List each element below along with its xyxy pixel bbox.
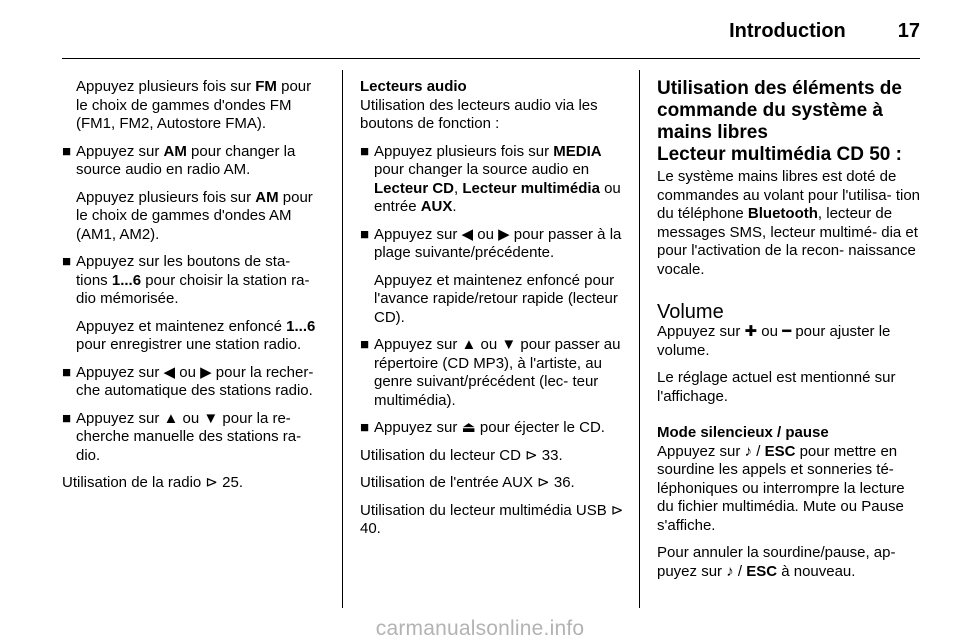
bullet-icon: ■ [360, 419, 370, 436]
header-rule [62, 58, 920, 59]
column-divider-2 [639, 70, 640, 608]
paragraph: Appuyez sur ♪ / ESC pour mettre en sourdine les appels et sonneries té- léphoniques ou interrompre la lecture du fichier multimédia. Mute ou Pause s'affiche. [657, 442, 905, 534]
bullet-icon: ■ [360, 142, 370, 160]
list-item: ■ Appuyez sur les boutons de sta- tions 1...6 pour choisir la station ra- dio mémorisée. [62, 253, 310, 307]
column-3 [657, 78, 922, 590]
volume-heading: Volume [657, 301, 724, 323]
page-header [729, 20, 920, 43]
bullet-icon: ■ [62, 363, 72, 381]
list-item: ■ Appuyez sur ▲ ou ▼ pour passer au répertoire (CD MP3), à l'artiste, au genre suivant/précédent (lec- teur multimédia). [360, 336, 621, 409]
section-title: Introduction [729, 20, 846, 42]
column-1 [62, 78, 326, 502]
paragraph: Le système mains libres est doté de commandes au volant pour l'utilisa- tion du téléphone Bluetooth, lecteur de messages SMS, lecteur multimé- dia et pour l'activation de la recon- naissance vocale. [657, 168, 920, 278]
list-item: ■ Appuyez plusieurs fois sur MEDIA pour changer la source audio en Lecteur CD, Lecteur multimédia ou entrée AUX. [360, 142, 621, 215]
paragraph: Appuyez plusieurs fois sur FM pour le choix de gammes d'ondes FM (FM1, FM2, Autostore FMA). [76, 78, 312, 132]
bullet-icon: ■ [360, 225, 370, 243]
column-divider-1 [342, 70, 343, 608]
paragraph: Le réglage actuel est mentionné sur l'affichage. [657, 369, 896, 405]
cross-reference: Utilisation de la radio ⊳ 25. [62, 474, 243, 491]
list-item: ■ Appuyez sur ▲ ou ▼ pour la re- cherche manuelle des stations ra- dio. [62, 409, 302, 464]
column-2 [360, 78, 626, 548]
list-item: ■ Appuyez sur ◀ ou ▶ pour passer à la plage suivante/précédente. [360, 225, 622, 261]
cross-reference: Utilisation du lecteur CD ⊳ 33. [360, 446, 563, 464]
bullet-icon: ■ [360, 336, 370, 353]
page-number: 17 [897, 20, 920, 42]
list-item: ■ Appuyez sur ◀ ou ▶ pour la recher- che automatique des stations radio. [62, 363, 314, 399]
paragraph: Appuyez plusieurs fois sur AM pour le choix de gammes d'ondes AM (AM1, AM2). [76, 188, 313, 243]
paragraph: Utilisation des lecteurs audio via les boutons de fonction : [360, 96, 598, 132]
subsection-heading: Lecteur multimédia CD 50 : [657, 144, 902, 165]
paragraph: Appuyez sur ✚ ou ━ pour ajuster le volume. [657, 323, 891, 359]
bullet-icon: ■ [62, 409, 72, 427]
section-heading: Lecteurs audio [360, 78, 467, 95]
list-item: ■ Appuyez sur AM pour changer la source audio en radio AM. [62, 142, 296, 178]
mute-heading: Mode silencieux / pause [657, 424, 829, 441]
section-heading: Utilisation des éléments de commande du système à mains libres [657, 78, 902, 143]
watermark: carmanualsonline.info [375, 617, 585, 640]
bullet-icon: ■ [62, 142, 72, 160]
list-item: ■ Appuyez sur ⏏ pour éjecter le CD. [360, 419, 605, 436]
paragraph: Pour annuler la sourdine/pause, ap- puyez sur ♪ / ESC à nouveau. [657, 544, 896, 580]
bullet-icon: ■ [62, 253, 72, 270]
cross-reference: Utilisation de l'entrée AUX ⊳ 36. [360, 474, 575, 491]
cross-reference: Utilisation du lecteur multimédia USB ⊳ 40. [360, 501, 624, 537]
paragraph: Appuyez et maintenez enfoncé 1...6 pour enregistrer une station radio. [76, 317, 316, 353]
paragraph: Appuyez et maintenez enfoncé pour l'avance rapide/retour rapide (lecteur CD). [374, 271, 618, 326]
